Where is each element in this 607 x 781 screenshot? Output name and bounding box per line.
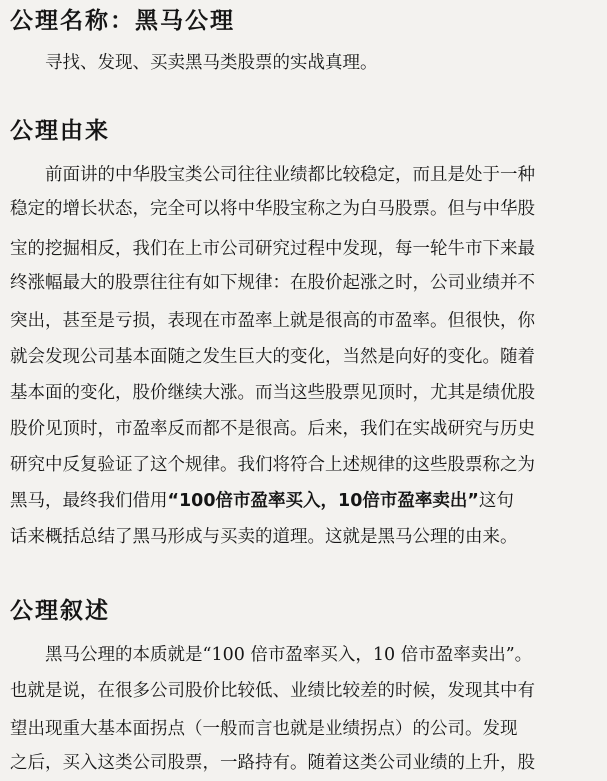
axiom-quote: “100倍市盈率买入，10倍市盈率卖出” <box>167 491 479 511</box>
origin-line-2: 稳定的增长状态，完全可以将中华股宝称之为白马股票。但与中华股 <box>10 199 535 219</box>
statement-line-2: 也就是说，在很多公司股价比较低、业绩比较差的时候，发现其中有 <box>10 681 535 701</box>
origin-line-6: 就会发现公司基本面随之发生巨大的变化，当然是向好的变化。随着 <box>10 347 535 367</box>
origin-line-9: 研究中反复验证了这个规律。我们将符合上述规律的这些股票称之为 <box>10 455 535 475</box>
heading-axiom-origin: 公理由来 <box>10 118 110 144</box>
origin-line-5: 突出，甚至是亏损，表现在市盈率上就是很高的市盈率。但很快，你 <box>10 311 535 331</box>
origin-line-3: 宝的挖掘相反，我们在上市公司研究过程中发现，每一轮牛市下来最 <box>10 239 535 259</box>
heading-axiom-statement: 公理叙述 <box>10 598 110 624</box>
statement-line-4: 之后，买入这类公司股票，一路持有。随着这类公司业绩的上升，股 <box>10 753 535 773</box>
origin-line-8: 股价见顶时，市盈率反而都不是很高。后来，我们在实战研究与历史 <box>10 419 535 439</box>
origin-line-1: 前面讲的中华股宝类公司往往业绩都比较稳定，而且是处于一种 <box>45 165 535 185</box>
heading-axiom-name: 公理名称：黑马公理 <box>10 8 235 34</box>
statement-line-3: 望出现重大基本面拐点（一般而言也就是业绩拐点）的公司。发现 <box>10 719 518 739</box>
origin-line-10 <box>10 490 514 512</box>
origin-line-7: 基本面的变化，股价继续大涨。而当这些股票见顶时，尤其是绩优股 <box>10 383 535 403</box>
origin-line-11: 话来概括总结了黑马形成与买卖的道理。这就是黑马公理的由来。 <box>10 527 518 547</box>
origin-line-10-prefix: 黑马，最终我们借用 <box>10 491 168 511</box>
origin-line-10-suffix: 这句 <box>478 491 514 511</box>
axiom-definition-line: 寻找、发现、买卖黑马类股票的实战真理。 <box>45 53 378 73</box>
origin-line-4: 终涨幅最大的股票往往有如下规律：在股价起涨之时，公司业绩并不 <box>10 273 535 293</box>
statement-line-1: 黑马公理的本质就是“100 倍市盈率买入，10 倍市盈率卖出”。 <box>45 645 533 665</box>
